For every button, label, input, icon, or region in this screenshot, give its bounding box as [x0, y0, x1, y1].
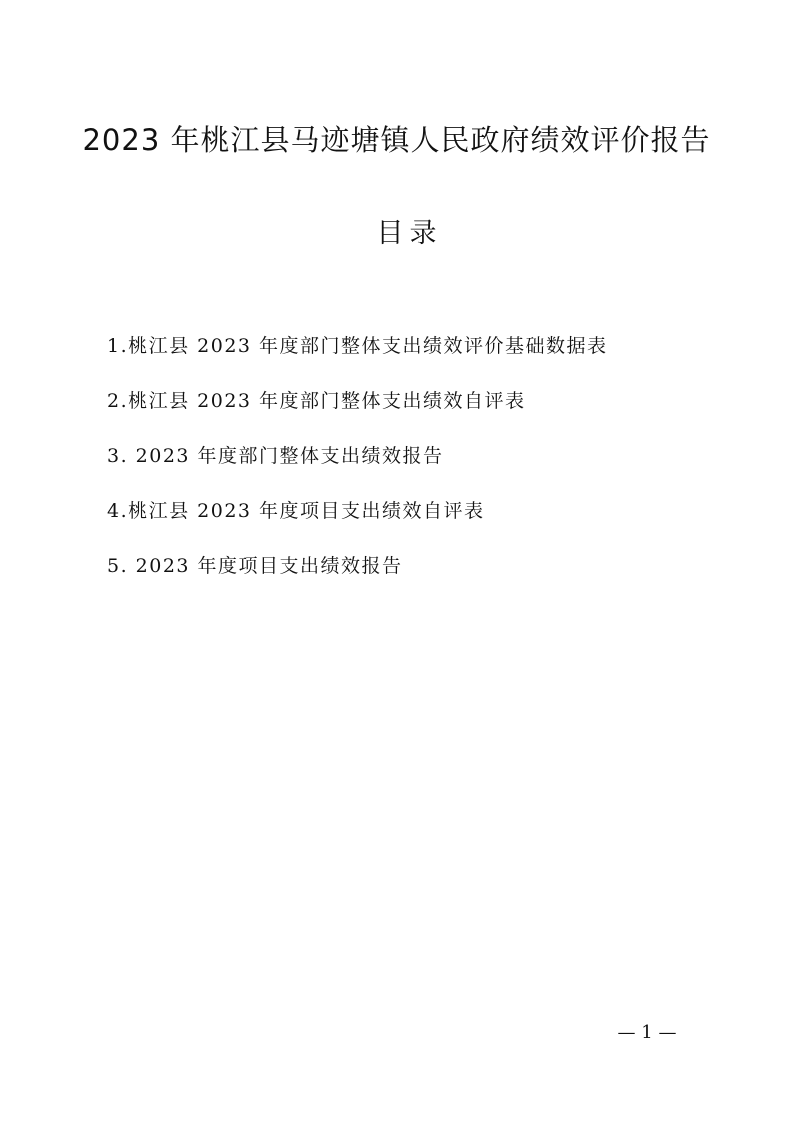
document-title: 2023 年桃江县马迹塘镇人民政府绩效评价报告 — [82, 123, 711, 157]
page-number: — 1 — — [617, 1022, 677, 1043]
toc-item: 5. 2023 年度项目支出绩效报告 — [107, 555, 403, 577]
toc-item: 1.桃江县 2023 年度部门整体支出绩效评价基础数据表 — [107, 335, 608, 357]
toc-heading: 目录 — [376, 218, 443, 249]
toc-item: 4.桃江县 2023 年度项目支出绩效自评表 — [107, 500, 485, 522]
toc-item: 2.桃江县 2023 年度部门整体支出绩效自评表 — [107, 390, 526, 412]
table-of-contents — [107, 331, 608, 606]
toc-item: 3. 2023 年度部门整体支出绩效报告 — [107, 445, 444, 467]
